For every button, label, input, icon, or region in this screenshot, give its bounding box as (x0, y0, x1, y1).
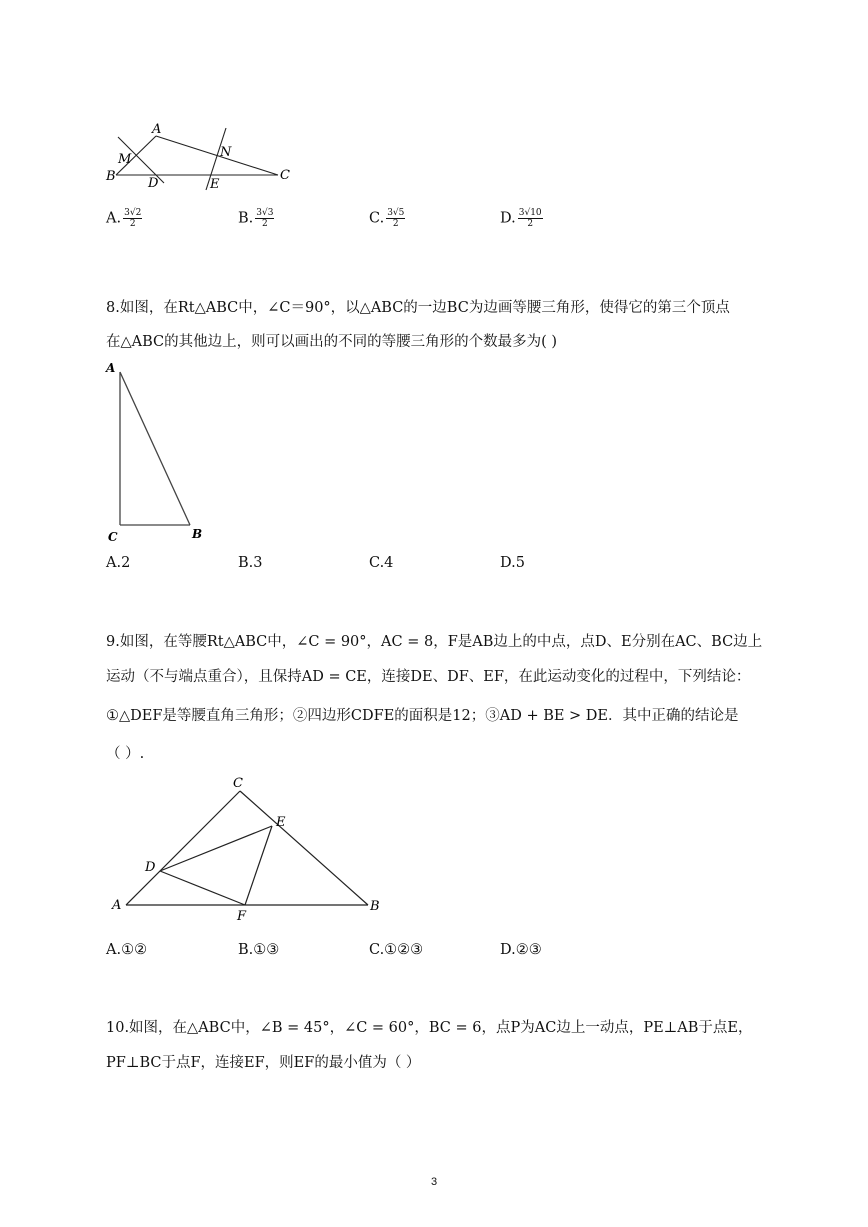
q9-text-line-1: 9.如图，在等腰Rt△ABC中，∠C = 90°，AC = 8，F是AB边上的中点，点D、E分别在AC、BC边上 (106, 634, 763, 650)
q7-label-e: E (210, 177, 220, 192)
q9-label-b: B (370, 899, 380, 914)
q9-label-f: F (237, 909, 247, 924)
q9-text-line-2: 运动（不与端点重合），且保持AD = CE，连接DE、DF、EF，在此运动变化的过程中，下列结论： (106, 669, 751, 685)
q7-option-a-fraction: $\frac{3√2}{2}$ (124, 208, 142, 229)
q7-label-m: M (118, 152, 132, 167)
q8-label-a: A (106, 361, 116, 375)
q9-label-a: A (112, 898, 122, 913)
q7-option-a-letter: A. (106, 210, 122, 227)
q7-label-d: D (148, 176, 159, 191)
q7-option-c-fraction: $\frac{3√5}{2}$ (387, 208, 405, 229)
q9-text-line-3: ①△DEF是等腰直角三角形；②四边形CDFE的面积是12；③AD + BE > DE．其中正确的结论是 (106, 708, 739, 724)
q8-text-line-2: 在△ABC的其他边上，则可以画出的不同的等腰三角形的个数最多为( ) (106, 334, 558, 350)
q7-option-b-letter: B. (238, 210, 254, 227)
q9-option-c: C.①②③ (369, 942, 424, 958)
q7-label-b: B (106, 169, 116, 184)
q8-option-d: D.5 (500, 555, 525, 571)
q8-text-line-1: 8.如图，在Rt△ABC中，∠C＝90°，以△ABC的一边BC为边画等腰三角形，使得它的第三个顶点 (106, 300, 730, 316)
q7-option-b-fraction: $\frac{3√3}{2}$ (256, 208, 274, 229)
q9-label-d: D (145, 860, 156, 875)
q9-option-d: D.②③ (500, 942, 542, 958)
q7-option-d-letter: D. (500, 210, 516, 227)
q7-option-d (500, 208, 543, 229)
q7-option-b (238, 208, 274, 229)
q8-label-c: C (108, 530, 118, 544)
q9-option-b: B.①③ (238, 942, 280, 958)
q8-label-b: B (192, 527, 203, 541)
q9-option-a: A.①② (106, 942, 148, 958)
q10-text-line-1: 10.如图，在△ABC中，∠B = 45°，∠C = 60°，BC = 6，点P为AC边上一动点，PE⊥AB于点E， (106, 1020, 753, 1036)
q9-label-c: C (233, 776, 243, 791)
q8-option-c: C.4 (369, 555, 394, 571)
q10-text-line-2: PF⊥BC于点F，连接EF，则EF的最小值为（ ） (106, 1055, 421, 1071)
q7-option-c (369, 208, 405, 229)
q8-figure (100, 358, 220, 548)
q7-option-d-fraction: $\frac{3√10}{2}$ (518, 208, 542, 229)
q8-option-b: B.3 (238, 555, 263, 571)
q7-label-a: A (152, 122, 162, 137)
q7-option-c-letter: C. (369, 210, 385, 227)
q8-option-a: A.2 (106, 555, 131, 571)
q9-figure (104, 775, 394, 925)
q9-label-e: E (276, 815, 286, 830)
q7-label-n: N (220, 145, 232, 160)
q7-option-a (106, 208, 142, 229)
page-number: 3 (430, 1176, 438, 1188)
q9-text-line-4: （ ）. (106, 746, 145, 762)
q7-label-c: C (280, 168, 290, 183)
q7-figure (104, 120, 304, 192)
